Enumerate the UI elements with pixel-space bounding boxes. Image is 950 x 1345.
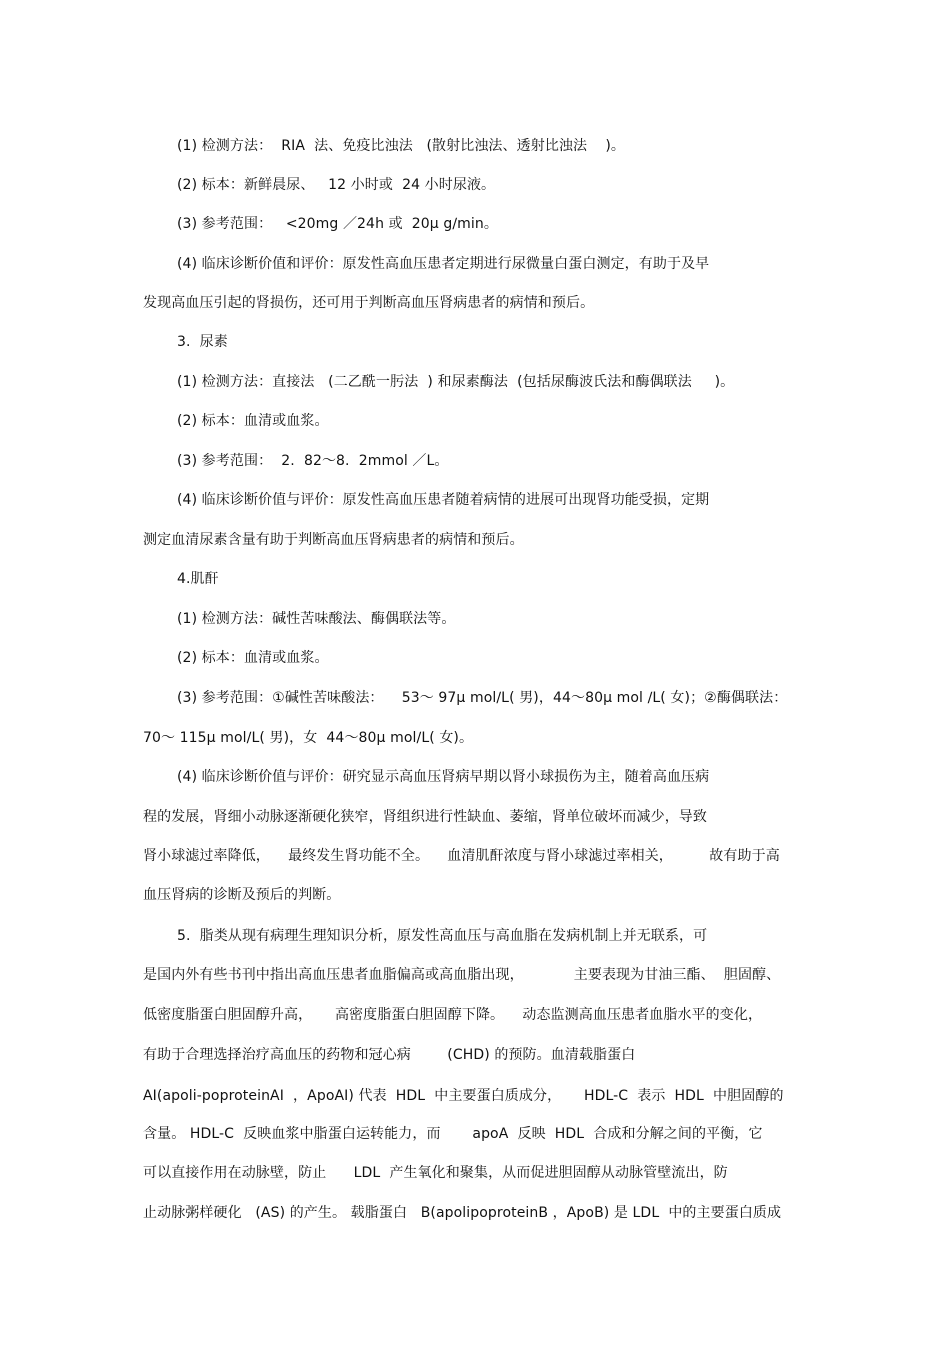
text-line: 程的发展，肾细小动脉逐渐硬化狭窄，肾组织进行性缺血、萎缩，肾单位破坏而减少，导致	[143, 809, 707, 825]
text-line: (2) 标本：血清或血浆。	[177, 413, 329, 429]
text-line: (3) 参考范围：①碱性苦味酸法： 53～ 97μ mol∕L( 男)，44～80μ mol ∕L( 女)；②酶偶联法：	[177, 690, 788, 706]
text-line: (4) 临床诊断价值和评价：原发性高血压患者定期进行尿微量白蛋白测定，有助于及早	[177, 256, 710, 272]
text-line: (3) 参考范围： 2. 82～8. 2mmol ／L。	[177, 453, 449, 469]
text-line: 血压肾病的诊断及预后的判断。	[143, 887, 341, 903]
text-line: 发现高血压引起的肾损伤，还可用于判断高血压肾病患者的病情和预后。	[143, 295, 595, 311]
text-line: (2) 标本：血清或血浆。	[177, 650, 329, 666]
text-line: 是国内外有些书刊中指出高血压患者血脂偏高或高血脂出现， 主要表现为甘油三酯、 胆固醇、	[143, 967, 781, 983]
text-line: (2) 标本：新鲜晨尿、 12 小时或 24 小时尿液。	[177, 177, 496, 193]
section-heading: 3. 尿素	[177, 334, 228, 350]
text-line: 可以直接作用在动脉壁，防止 LDL 产生氧化和聚集，从而促进胆固醇从动脉管壁流出，防	[143, 1165, 728, 1181]
text-line: AI(apoli-poproteinAI ，ApoAI) 代表 HDL 中主要蛋白质成分， HDL-C 表示 HDL 中胆固醇的	[143, 1088, 784, 1104]
text-line: 有助于合理选择治疗高血压的药物和冠心病 (CHD) 的预防。血清载脂蛋白	[143, 1047, 636, 1063]
text-line: 止动脉粥样硬化 (AS) 的产生。 载脂蛋白 B(apolipoproteinB ，ApoB) 是 LDL 中的主要蛋白质成	[143, 1205, 782, 1221]
text-line: (1) 检测方法： RIA 法、免疫比浊法 (散射比浊法、透射比浊法 )。	[177, 138, 625, 154]
text-line: (4) 临床诊断价值与评价：原发性高血压患者随着病情的进展可出现肾功能受损，定期	[177, 492, 710, 508]
text-line: (1) 检测方法：直接法 (二乙酰一肟法 ) 和尿素酶法 (包括尿酶波氏法和酶偶联法 )。	[177, 374, 735, 390]
text-line: 含量。 HDL-C 反映血浆中脂蛋白运转能力，而 apoA 反映 HDL 合成和分解之间的平衡，它	[143, 1126, 763, 1142]
text-line: 70～ 115μ mol∕L( 男)，女 44～80μ mol∕L( 女)。	[143, 730, 474, 746]
text-line: 低密度脂蛋白胆固醇升高， 高密度脂蛋白胆固醇下降。 动态监测高血压患者血脂水平的变化，	[143, 1007, 763, 1023]
text-line: 肾小球滤过率降低， 最终发生肾功能不全。 血清肌酐浓度与肾小球滤过率相关， 故有助于高	[143, 848, 780, 864]
text-line: (4) 临床诊断价值与评价：研究显示高血压肾病早期以肾小球损伤为主，随着高血压病	[177, 769, 710, 785]
text-line: 测定血清尿素含量有助于判断高血压肾病患者的病情和预后。	[143, 532, 524, 548]
text-line: 5. 脂类从现有病理生理知识分析，原发性高血压与高血脂在发病机制上并无联系，可	[177, 928, 708, 944]
text-line: (1) 检测方法：碱性苦味酸法、酶偶联法等。	[177, 611, 456, 627]
text-line: (3) 参考范围： <20mg ／24h 或 20μ g∕min。	[177, 216, 498, 232]
section-heading: 4.肌酐	[177, 571, 219, 587]
